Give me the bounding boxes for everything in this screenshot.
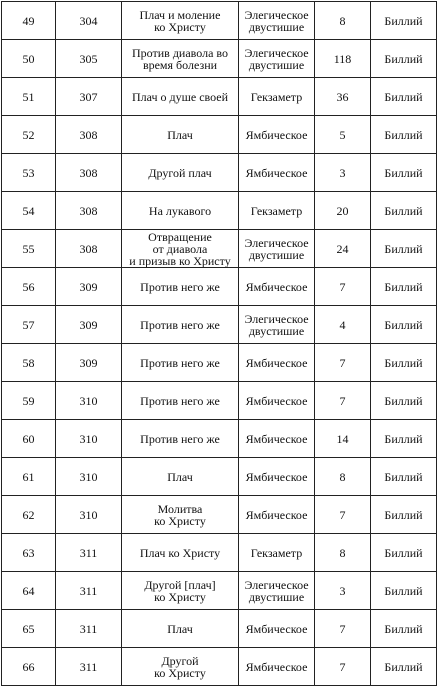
meter-cell: Ямбическое [239,268,315,306]
table-row [2,230,437,268]
line-count-cell: 36 [315,78,371,116]
poem-title-cell: Против него же [122,268,239,306]
poem-number-cell: 51 [2,78,56,116]
poem-title-cell: Плач ко Христу [122,534,239,572]
page-number-cell: 305 [56,40,122,78]
table-row [2,382,437,420]
poems-table [1,1,437,686]
line-count-cell: 5 [315,116,371,154]
page-number-cell: 308 [56,230,122,268]
translator-cell: Биллий [371,610,437,648]
meter-cell: Гекзаметр [239,534,315,572]
poem-number-cell: 62 [2,496,56,534]
page-number-cell: 307 [56,78,122,116]
table-row [2,2,437,40]
poem-number-cell: 50 [2,40,56,78]
page-number-cell: 309 [56,268,122,306]
poem-number-cell: 59 [2,382,56,420]
translator-cell: Биллий [371,344,437,382]
table-row [2,458,437,496]
table-row [2,78,437,116]
table-row [2,610,437,648]
meter-cell: Элегическое двустишие [239,572,315,610]
poem-number-cell: 54 [2,192,56,230]
translator-cell: Биллий [371,192,437,230]
poems-table-body [2,2,437,686]
translator-cell: Биллий [371,496,437,534]
table-row [2,154,437,192]
line-count-cell: 7 [315,344,371,382]
page-number-cell: 310 [56,420,122,458]
translator-cell: Биллий [371,420,437,458]
meter-cell: Ямбическое [239,420,315,458]
poem-title-cell: Другой [плач] ко Христу [122,572,239,610]
poem-title-cell: Отвращение от диавола и призыв ко Христу [122,230,239,268]
table-row [2,648,437,686]
line-count-cell: 7 [315,268,371,306]
poem-title-cell: Против него же [122,306,239,344]
translator-cell: Биллий [371,78,437,116]
meter-cell: Ямбическое [239,116,315,154]
poem-number-cell: 64 [2,572,56,610]
translator-cell: Биллий [371,458,437,496]
table-row [2,420,437,458]
page-number-cell: 304 [56,2,122,40]
table-row [2,534,437,572]
translator-cell: Биллий [371,306,437,344]
page-number-cell: 308 [56,116,122,154]
translator-cell: Биллий [371,2,437,40]
poem-number-cell: 56 [2,268,56,306]
page-number-cell: 311 [56,572,122,610]
translator-cell: Биллий [371,268,437,306]
line-count-cell: 24 [315,230,371,268]
meter-cell: Элегическое двустишие [239,230,315,268]
meter-cell: Гекзаметр [239,192,315,230]
poem-number-cell: 58 [2,344,56,382]
meter-cell: Гекзаметр [239,78,315,116]
table-row [2,192,437,230]
meter-cell: Элегическое двустишие [239,306,315,344]
page-number-cell: 308 [56,192,122,230]
line-count-cell: 4 [315,306,371,344]
page-number-cell: 310 [56,382,122,420]
page-number-cell: 311 [56,534,122,572]
poem-number-cell: 57 [2,306,56,344]
translator-cell: Биллий [371,40,437,78]
table-row [2,40,437,78]
poem-number-cell: 66 [2,648,56,686]
translator-cell: Биллий [371,154,437,192]
line-count-cell: 3 [315,572,371,610]
poem-title-cell: На лукавого [122,192,239,230]
line-count-cell: 3 [315,154,371,192]
meter-cell: Элегическое двустишие [239,2,315,40]
translator-cell: Биллий [371,648,437,686]
table-row [2,116,437,154]
translator-cell: Биллий [371,572,437,610]
translator-cell: Биллий [371,534,437,572]
poem-title-cell: Молитва ко Христу [122,496,239,534]
poem-title-cell: Плач [122,116,239,154]
line-count-cell: 20 [315,192,371,230]
table-row [2,572,437,610]
line-count-cell: 8 [315,2,371,40]
translator-cell: Биллий [371,230,437,268]
poem-title-cell: Плач о душе своей [122,78,239,116]
table-row [2,306,437,344]
poem-title-cell: Против него же [122,344,239,382]
line-count-cell: 8 [315,534,371,572]
poem-number-cell: 53 [2,154,56,192]
meter-cell: Ямбическое [239,382,315,420]
meter-cell: Ямбическое [239,610,315,648]
translator-cell: Биллий [371,382,437,420]
line-count-cell: 7 [315,496,371,534]
meter-cell: Ямбическое [239,648,315,686]
poem-title-cell: Против диавола во время болезни [122,40,239,78]
poem-number-cell: 60 [2,420,56,458]
page-number-cell: 309 [56,306,122,344]
table-row [2,268,437,306]
meter-cell: Ямбическое [239,154,315,192]
poem-title-cell: Плач [122,458,239,496]
line-count-cell: 7 [315,648,371,686]
poem-title-cell: Плач и моление ко Христу [122,2,239,40]
poem-title-cell: Другой ко Христу [122,648,239,686]
page-number-cell: 309 [56,344,122,382]
meter-cell: Ямбическое [239,458,315,496]
poem-title-cell: Другой плач [122,154,239,192]
page-number-cell: 308 [56,154,122,192]
poem-number-cell: 55 [2,230,56,268]
poem-number-cell: 65 [2,610,56,648]
poem-title-cell: Против него же [122,420,239,458]
page-number-cell: 311 [56,648,122,686]
poem-number-cell: 63 [2,534,56,572]
table-row [2,496,437,534]
meter-cell: Ямбическое [239,344,315,382]
meter-cell: Ямбическое [239,496,315,534]
meter-cell: Элегическое двустишие [239,40,315,78]
poem-title-cell: Против него же [122,382,239,420]
line-count-cell: 7 [315,610,371,648]
page-number-cell: 311 [56,610,122,648]
line-count-cell: 8 [315,458,371,496]
line-count-cell: 7 [315,382,371,420]
page-number-cell: 310 [56,496,122,534]
line-count-cell: 14 [315,420,371,458]
poem-title-cell: Плач [122,610,239,648]
poem-number-cell: 49 [2,2,56,40]
page-number-cell: 310 [56,458,122,496]
translator-cell: Биллий [371,116,437,154]
table-row [2,344,437,382]
line-count-cell: 118 [315,40,371,78]
poem-number-cell: 52 [2,116,56,154]
poem-number-cell: 61 [2,458,56,496]
